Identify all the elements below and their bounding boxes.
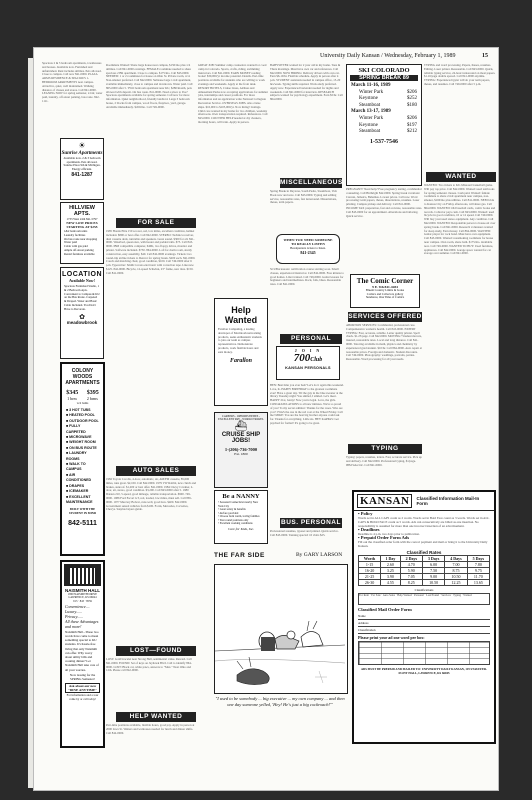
auto-sales-heading: AUTO SALES <box>116 466 196 476</box>
hillview-bullet: Rental furniture available <box>64 251 95 256</box>
location-subtitle: Available Now! <box>68 278 96 283</box>
classification-field[interactable]: Classification <box>358 627 490 634</box>
naismith-dine: Ask about our new "DINE ANYTIME" <box>65 683 100 693</box>
colony-price-1brm: $345 <box>66 390 79 396</box>
nanny-bullet: • Great salary & benefits <box>218 508 246 511</box>
ski-subtitle: SPRING BREAK 89 <box>350 75 418 81</box>
page-number: 15 <box>482 53 488 59</box>
nanny-title: Be a NANNY <box>222 493 260 500</box>
help-wanted-body: Farallon Computing, a leading developer of Macintosh networking products, seeks enthusiastic students to join our team as campus representatives. Demonstrate products, work flexible hours and earn money. <box>218 327 262 354</box>
naismith-building-icon <box>64 564 101 586</box>
colony-feature: ■ FULLY CARPETED <box>66 424 86 434</box>
cruise-ext: Ext. 1800 <box>234 451 248 456</box>
hillview-address: 1733 West 24th 841-5797 <box>66 217 98 221</box>
prepaid-text: Fill out the classified order form with the correct payment and mail or bring it to the University Daily Kansan. <box>358 540 488 548</box>
club-700-number: 700Club <box>293 352 323 364</box>
classified-text-block: Spring Break in Daytona, South Padre, Steamboat, Vail. Book now and save. Call 843-0000. Typing and editing service, reasonable rates, fast turnaround. Dissertations, theses, term papers. <box>270 190 338 205</box>
for-sale-heading: FOR SALE <box>116 218 196 228</box>
word-grid[interactable] <box>358 641 490 665</box>
club-700-ad <box>276 346 340 380</box>
colony-feature: ■ ICEMAKER <box>66 489 89 494</box>
rates-table-wrap <box>354 555 494 586</box>
ski-dates-1: March 11-16, 1989 <box>351 83 391 88</box>
colony-feature: ■ MICROWAVE <box>66 435 92 440</box>
comic-address: 9 E. 9th 841-4284 <box>372 285 398 289</box>
form-header <box>354 492 494 511</box>
colony-feature: ■ 3 HOT TUBS <box>66 408 91 412</box>
headquarters-phone: 841-2345 <box>300 250 316 256</box>
form-policy <box>354 511 494 549</box>
kansan-logo: KANSAN <box>357 494 412 508</box>
ski-resort-row: Winter Park $206 <box>359 115 417 121</box>
hillview-bullet: On bus route near shopping <box>64 236 98 241</box>
classified-text-block: Spacious 2 & 3 bedroom apartments, townhouses and houses. Available now. Furnished and unfurnished. Rent includes utilities. Pets allowed. Close to campus. Call now 841-0000. PLAZA ARMS RESIDENCE & SPACIOUS 1-BEDROOM APARTMENTS near campus. Attractive, quiet, well maintained. Walking distance of classes and stores. Call 841-0000. LEASING NOW for spring semester, 2-bdr, water paid, laundry, off-street parking, bus route. 842-1111. <box>42 62 103 103</box>
naismith-footer: Now leasing for the SPRING Semester! <box>69 672 96 681</box>
masthead: University Daily Kansan / Wednesday, February 1, 1989 <box>320 53 456 59</box>
typing-heading: TYPING <box>348 444 422 454</box>
comic-line-4: Sundance, One Time of Comics <box>365 295 405 300</box>
naismith-line: Privacy...... <box>65 613 84 619</box>
personal-heading: PERSONAL <box>280 334 342 344</box>
classifications-label: Classifications <box>414 588 434 592</box>
meadowbrook-brand: meadowbrook <box>66 319 98 325</box>
naismith-lines <box>62 603 103 630</box>
ski-colorado-ad <box>346 64 422 186</box>
cruise-ship-ad <box>214 412 268 488</box>
far-side-panel <box>214 564 348 694</box>
cruise-tagline: CAREERS - OPPORTUNITIES - EXCELLENT PAY - WORLD TRAVEL <box>218 415 264 422</box>
prepaid-title: • Prepaid Order Form Ads <box>358 535 410 540</box>
policy-text: Words set in ALL CAPS count as 2 words. Words set in Bold Face count as 3 words. Words set in ALL CAPS & BOLD FACE count as 5 words. Ads run consecutively are billed as one insertion. No responsibility is assumed for more than one incorrect insertion of an advertisement. <box>358 516 490 528</box>
club-700-tag: KANSAN PERSONALS <box>285 366 331 370</box>
far-side-caption: "I used to be somebody ... big executive ... my own company ... and then one day someone yelled, 'Hey! He's just a big cockroach!'" <box>215 696 345 707</box>
classified-text-block: Professional resumes, typeset and printed. Quick service. Call 843-0000. Tanning special: 10 visits $25. <box>270 530 339 537</box>
hillview-bullet: Ample off-street parking <box>64 247 94 252</box>
colony-unit-1: 1 brm <box>67 396 77 401</box>
sun-icon: ☀ <box>78 141 86 150</box>
club-700-join: J O I N <box>294 348 322 353</box>
rates-title: Classified Rates <box>406 550 442 555</box>
form-footer: ADS MUST BE PREPAID AND MAILED TO: UNIVERSITY DAILY KANSAN, 119 STAUFFER-FLINT HALL, LAWRENCE, KS 66045 <box>360 667 488 675</box>
form-subtitle: Classified Information Mail-In Form <box>416 495 480 506</box>
policy-title: • Policy <box>358 511 373 516</box>
far-side-title: THE FAR SIDE <box>214 552 265 559</box>
colony-feature: ■ OUTDOOR POOL <box>66 418 99 423</box>
ski-dates-2: March 13-17, 1989 <box>351 109 391 115</box>
nanny-bullet: • Airfare provided <box>218 511 239 515</box>
hillview-bullet: 1&2 bedroom units <box>64 229 88 233</box>
ship-icon: ⛴ <box>234 420 248 432</box>
classified-text-block: GREAT JOB: Summer camp counselors wanted for coed camp in Colorado. Sports, crafts, riding, swimming instructors. Call 841-0000. EARN MONEY reading books! $30,000/yr income potential. Details. Part-time positions available for students who are willing to work evenings and weekends. Apply at the front desk. RESORT HOTELS, Cruise Lines, Airlines and Amusement Parks now accepting applications for summer jobs, internships and career positions. For more information and an application write National Collegiate Recreation Service. OVERSEAS JOBS. Also cruise ships. $10,000 to $105,000/yr. Now hiring! Listings. Child care wanted in my home for two children, weekday afternoons. Own transportation required. References. Call 843-0000. COUNTER HELP needed at dry cleaners, morning hours, will train. Apply in person. <box>198 64 268 124</box>
nanny-bullet: • Choose from warm, loving families <box>218 515 260 518</box>
comic-line-3: Comics and Collectors gallery <box>366 291 404 296</box>
sunrise-title: Sunrise Apartments <box>61 151 103 156</box>
colony-features <box>62 405 103 505</box>
colony-unit-note: w/2 baths <box>76 401 89 405</box>
hillview-bullet: Water paid <box>64 240 78 245</box>
classified-text-block: WANTED: Two tickets to KU-Missouri basketball game. Will pay top price. Call 842-0000. Wanted: used textbooks for spring semester classes. Cash paid. Wanted: female roommate to share 2-bdr apartment near campus, non-smoker, $160/mo plus utilities. Call 841-0000. NEED ride to Kansas City on Friday afternoons, will share gas. Call 864-0000. WANTED: Old baseball cards, comic books and records. Collector pays cash. Call 843-0000. Wanted: used bicycle in good condition, 10 or 12 speed. Call 749-0000. Will buy your used stereo equipment. Any condition. Call 842-0000. WANTED: Responsible person to house-sit over spring break. Call 841-0000. Research volunteers wanted for sleep study. Earn money. Call 864-0000. WANTED: Guitar player for rock band. Must have own equipment. Call 843-0000. Wanted: nonsmoking roommate for house near campus. Own room, share bath. $175/mo. Available now. Call 749-0000. WANTED TO BUY: Used furniture, appliances. Call 842-0000. Garage space wanted for car storage over summer. Call 841-0000. <box>424 184 496 256</box>
ski-title: SKI COLORADO <box>358 67 410 74</box>
location-ad <box>60 267 104 359</box>
name-field[interactable]: Name <box>358 613 490 620</box>
ski-resort-row: Keystone $197 <box>359 122 417 128</box>
hillview-bullet: Cable with gas paid <box>64 244 88 249</box>
ski-resort-row: Steamboat $212 <box>359 129 417 135</box>
cruise-title: CRUISE SHIP JOBS! <box>221 431 261 445</box>
location-text: Spacious Furnished Studio, 1 & 2 Bedroom Apts. Convenient to Campus & KU on the Bus Route. Carpeted & Draped. Water and Basic Cable Included. You Don't Have to Decorate. <box>64 284 100 311</box>
help-wanted-box <box>214 298 268 406</box>
hillview-ad <box>60 202 104 264</box>
naismith-line: Luxury...... <box>65 608 83 614</box>
classified-text-block: 1985 Honda Elite 150 scooter, red, low miles, excellent condition, helmet included. $800 or best offer. Call 842-0000. STEREO: Technics receiver, dual cassette deck, turntable and speakers. Great sound. $300 for all. 841-0000. Waterbed, queen size, with heater and padded rails. $75. Call 843-0000. IBM compatible computer, 640K, two floppy drives, monitor and printer. Software included. $750. 864-0000. Loft for dorm room, sturdy construction, easy assembly, $40. Call 842-0000 evenings. Tickets: two round-trip airline tickets to Denver for spring break. $200 each. 841-0000. Couch and matching chair, good condition, $100. Call 749-0000 after 6 p.m. Typewriter: Smith Corona electronic with correction tape. Like new. $125. 842-0000. Bicycle, 12-speed Schwinn, 23" frame, new tires. $150. Call 841-0000. <box>106 230 196 275</box>
ski-phone: 1-537-7546 <box>370 138 398 145</box>
classified-text-block: Typing: papers, resumes, letters. Fast, accurate service. Pick up and delivery. Call 842-0000. Professional typing, $1/page. IBM Selectric. Call 841-0000. <box>346 456 422 467</box>
naismith-address: 1800 NAISMITH DRIVE LAWRENCE, KS 66044 <box>67 593 98 600</box>
classified-text-block: ABORTION SERVICES: Confidential, professional care. Comprehensive women's health. Call 843-0000. EXPERT TYPING: Fast, accurate, reliable. Letter quality printer. Spell check. $1.25/page. Call 842-0000. MOVING? Student movers, insured, reasonable rates. Local and long distance. Call 841-0000. Tutoring available in math, physics and chemistry by experienced grad student. $10/hr. Call 864-0000. Auto repair at reasonable prices. Foreign and domestic. Student discounts. Call 749-0000. Photography: weddings, portraits, parties. Reasonable. Word processing for all your needs. <box>346 324 422 362</box>
nanny-bullet: • Excellent working conditions <box>218 522 253 525</box>
print-ad-label: Please print your ad one word per box: <box>358 635 425 640</box>
colony-feature: ■ AIR CONDITIONED <box>66 472 92 483</box>
classifications-grid: For Rent · For Sale · Auto Sales · Help Wanted · Personal · Lost/Found · Services · Typing · Wanted <box>358 593 490 605</box>
classified-text-block: BEN: Best time you ever had? Let's do it again this weekend. Love, K. HAPPY BIRTHDAY to the greatest roommate ever! Have a great day. TO the guy in the blue sweater at the library Tuesday night: You smiled, I smiled. Let's meet. HAPPY 21st, Jenny! Now you're legal. Love, the girls. CONGRATULATIONS to all new initiates. We're so proud of you! To my secret admirer: Thanks for the roses. Who are you? I WAS the one in the red coat at the Wheel Friday. Call me! MIKE: You are the best big brother anyone could ask for. Thanks for everything. Little sis. HEY KAPPAS: Get psyched for formal! It's going to be great. <box>270 384 344 425</box>
bus-personal-heading: BUS. PERSONAL <box>281 519 341 526</box>
nanny-bullets <box>215 500 267 527</box>
ski-resort-row: Winter Park $206 <box>359 89 417 95</box>
colony-unit-2: 2 brms <box>86 396 98 401</box>
naismith-line: All these Advantages and more! <box>65 618 99 629</box>
nanny-bullet: • Year round positions only <box>218 518 249 522</box>
help-wanted-title: Help Wanted <box>224 305 258 325</box>
sunrise-phone: 841-1287 <box>71 172 93 179</box>
comic-corner-ad <box>350 274 420 308</box>
hillview-bullets <box>61 229 103 258</box>
classified-text-block: 1982 Toyota Corolla, 4-door, automatic, air, AM/FM cassette, 85,000 miles, runs great. $2,100. Call 842-0000. 1979 VW Rabbit, new clutch and brakes, sunroof. $1,200 or best offer. 841-0000. 1984 Chevy Cavalier, 2-door, air, stereo, good condition. $3,200. Call 843-0000 after 5. 1980 Datsun 210, 5-speed, good mileage, reliable transportation. $900. 749-0000. 1986 Ford Escort GT, red, loaded, low miles, must sell. Call 865-0000. 1977 Mercury Bobcat, runs well, good tires. $400. 842-0000. Government seized vehicles from $100. Fords, Mercedes, Corvettes, Chevys. Surplus buyers guide. <box>106 478 196 512</box>
location-title: LOCATION <box>61 271 103 278</box>
naismith-final: For information and a tour come by or call today! <box>66 692 99 701</box>
mail-order-title: Classified Mail Order Form <box>358 607 412 612</box>
colony-phone: 842-5111 <box>68 519 97 527</box>
colony-feature: ■ HEATED POOL <box>66 413 95 418</box>
classified-text-block: Roommate Wanted: Share large house near campus, $150/mo plus 1/4 utilities. Call 841-0000 evenings. FEMALE roommate needed to share spacious 2 BR apartment. Close to campus. $175/mo. Call 843-0000. NEEDED: 1 or 2 roommates for house on Ohio St. Private room, w/d. Non-smoker preferred. Call 842-0000. Sublease large 1-bdr apartment, available immediately, close to campus and downtown. Water paid. Call 865-0000 after 5. TWO bedroom apartment near KU, $280/month, pets allowed with deposit. On bus route. 841-0000. Need a place to live? Spacious apartments available for spring semester. Call now for more information. Quiet neighborhood, friendly landlord. Large 3 bedroom house, 2 blocks from campus, wood floors, fireplace, yard, garage. Available immediately. $450/mo. Call 749-0000. <box>106 64 193 109</box>
colony-feature: ■ WEIGHT ROOM <box>66 440 96 445</box>
meadowbrook-logo-icon: ✿ <box>79 312 85 321</box>
cruise-phone: 1-(206)-736-7000 <box>224 446 258 452</box>
naismith-ad <box>60 560 105 748</box>
headquarters-ad <box>276 234 340 264</box>
deadlines-text: Deadline is 4 p.m. two days prior to publication. <box>358 532 420 536</box>
classified-text-block: SCUBA lessons: certification course starting soon. Small classes, experienced instructor. Call 842-0000. Free kittens to good homes. Litter trained. Call 749-0000. Guitar lessons for beginners and intermediates. Rock, folk, blues. Reasonable rates. Call 841-0000. <box>270 268 344 287</box>
headquarters-sub: Headquarters is here to listen. <box>290 246 326 251</box>
sunrise-ad <box>60 138 104 200</box>
headquarters-text: WHEN YOU NEED SOMEONE TO REALLY LISTEN <box>283 238 333 247</box>
nanny-bullet: • Seasonal Connecticut nearby New York City <box>218 501 259 508</box>
colony-built: BUILT WITH THE STUDENT IN MIND <box>68 507 97 515</box>
nanny-ad <box>214 490 268 544</box>
classified-text-block: TYPING and word processing. Papers, theses, resumes. Editing. Laser printer. Reasonable. Call 843-0000. Quick, reliable typing service, 24-hour turnaround on most papers. $1.10/page double spaced. Call 841-0000 anytime. TYPING: Experienced typist will do your term papers, theses, and resumes. Call 749-0000 after 5 p.m. <box>424 64 496 86</box>
colony-feature: ■ DRAPES <box>66 483 85 488</box>
colony-woods-ad <box>60 362 105 556</box>
far-side-byline: By GARY LARSON <box>296 552 343 558</box>
naismith-line: Convenience.... <box>65 603 90 609</box>
classified-text-block: Part-time positions available, flexible hours, good pay. Apply in person at 2000 Iowa St. Waiters and waitresses needed for lunch and dinner shifts. Call 842-0000. <box>106 724 195 735</box>
hillview-headline: NEW LOW PRICES STARTING AT $255 <box>66 221 98 229</box>
colony-feature: ■ EXCELLENT MAINTENANCE <box>66 494 93 504</box>
hillview-bullet: Laundry facilities <box>64 232 86 237</box>
classified-text-block: BABYSITTER wanted for 2 year old in my home. Tues & Thurs mornings. Must have own car and references. Call 842-0000. NOW HIRING: Delivery drivers with own car. Earn $6-10/hr. Flexible schedule. Apply in person after 4 p.m. STUDENT assistants needed in campus office, 15-20 hrs/week. Typing skills required. Work-study preferred. Apply now. Experienced bartender needed for nights and weekends. Call 841-0000 for interview. RESEARCH subjects wanted for psychology experiment. Earn $5/hr. Call 864-0000. <box>270 64 343 102</box>
deadlines-title: • Deadlines <box>358 527 380 532</box>
wanted-heading: WANTED <box>426 172 496 182</box>
mail-order-fields <box>354 613 494 634</box>
colony-feature: ■ LAUNDRY ROOMS <box>66 451 87 461</box>
comic-title: The Comic Corner <box>356 277 414 285</box>
ski-resort-row: Keystone $252 <box>359 96 417 102</box>
colony-feature: ■ WALK TO CAMPUS <box>66 462 86 472</box>
naismith-body: Naismith Hall...These two words have come to mean something special to KU students. It's hassle-free living that only Naismith can offer. Why worry about utility bills and cooking dinner? Let Naismith Hall take care of all your worries. <box>65 629 99 672</box>
nanny-tag: Care for Kids, Inc. <box>227 526 255 531</box>
classified-text-block: PREGNANT? Need help? Free pregnancy testing, confidential counseling. Call Birthright 842-0000. Spring break vacations: Cancun, Jamaica, Bahamas. Lowest prices. Call now. Word processing: term papers, theses, dissertations, resumes. Laser printing. Campus pickup and delivery. Call 841-0000. INCOME TAX preparation, fast and accurate, reasonable rates. Call 843-0000 for an appointment. Alterations and tailoring. Quick service. <box>346 188 422 218</box>
sunrise-text: Available now. 2 & 3 bedroom apartments. Pets allowed. Sunrise Place 9th & Michigan. Energy efficient. <box>63 156 101 171</box>
cartoon-drawing-icon <box>215 565 345 691</box>
classified-text-block: LOST: Gold bracelet near Strong Hall, sentimental value. Reward. Call 841-0000. FOUND: Set of keys on Jayhawk Blvd. Call to identify 864-0000. LOST: Black cat, white paws, answers to "Max." Near Ohio and 12th. Please call 842-0000. <box>106 658 192 673</box>
colony-title: COLONY WOODS APARTMENTS <box>65 368 100 386</box>
kansan-mail-in-form <box>352 490 496 744</box>
lost-found-heading: LOST—FOUND <box>116 646 196 656</box>
ski-resort-row: Steamboat $180 <box>359 102 417 108</box>
ski-prices <box>347 82 421 137</box>
colony-price-2brm: $395 <box>86 390 99 396</box>
services-offered-heading: SERVICES OFFERED <box>348 313 422 320</box>
farallon-logo: Farallon <box>229 357 252 364</box>
naismith-title: NAISMITH HALL <box>65 588 100 593</box>
comic-line-2: Bluem Country Limits & books <box>365 288 405 292</box>
colony-feature: ■ ON BUS ROUTE <box>66 445 97 450</box>
address-field[interactable]: Address <box>358 620 490 627</box>
hillview-title: HILLVIEW APTS. <box>69 205 95 217</box>
naismith-phone: 913 · 843 · 8559 <box>73 599 92 603</box>
help-wanted-heading: HELP WANTED <box>116 712 196 722</box>
rates-table: Words 1 Day 2 Days 3 Days 4 Days 5 Days 1-15 2.60 4.70 6.00 7.00 7.80 16-20 3.25 5.90 7.50 8.75 9.75 21-25 3.90 7.05 9.00 10.50 11.70 26-30 4.55 8.25 10.50 12.25 13.65 <box>358 555 490 586</box>
miscellaneous-heading: MISCELLANEOUS <box>280 179 343 186</box>
